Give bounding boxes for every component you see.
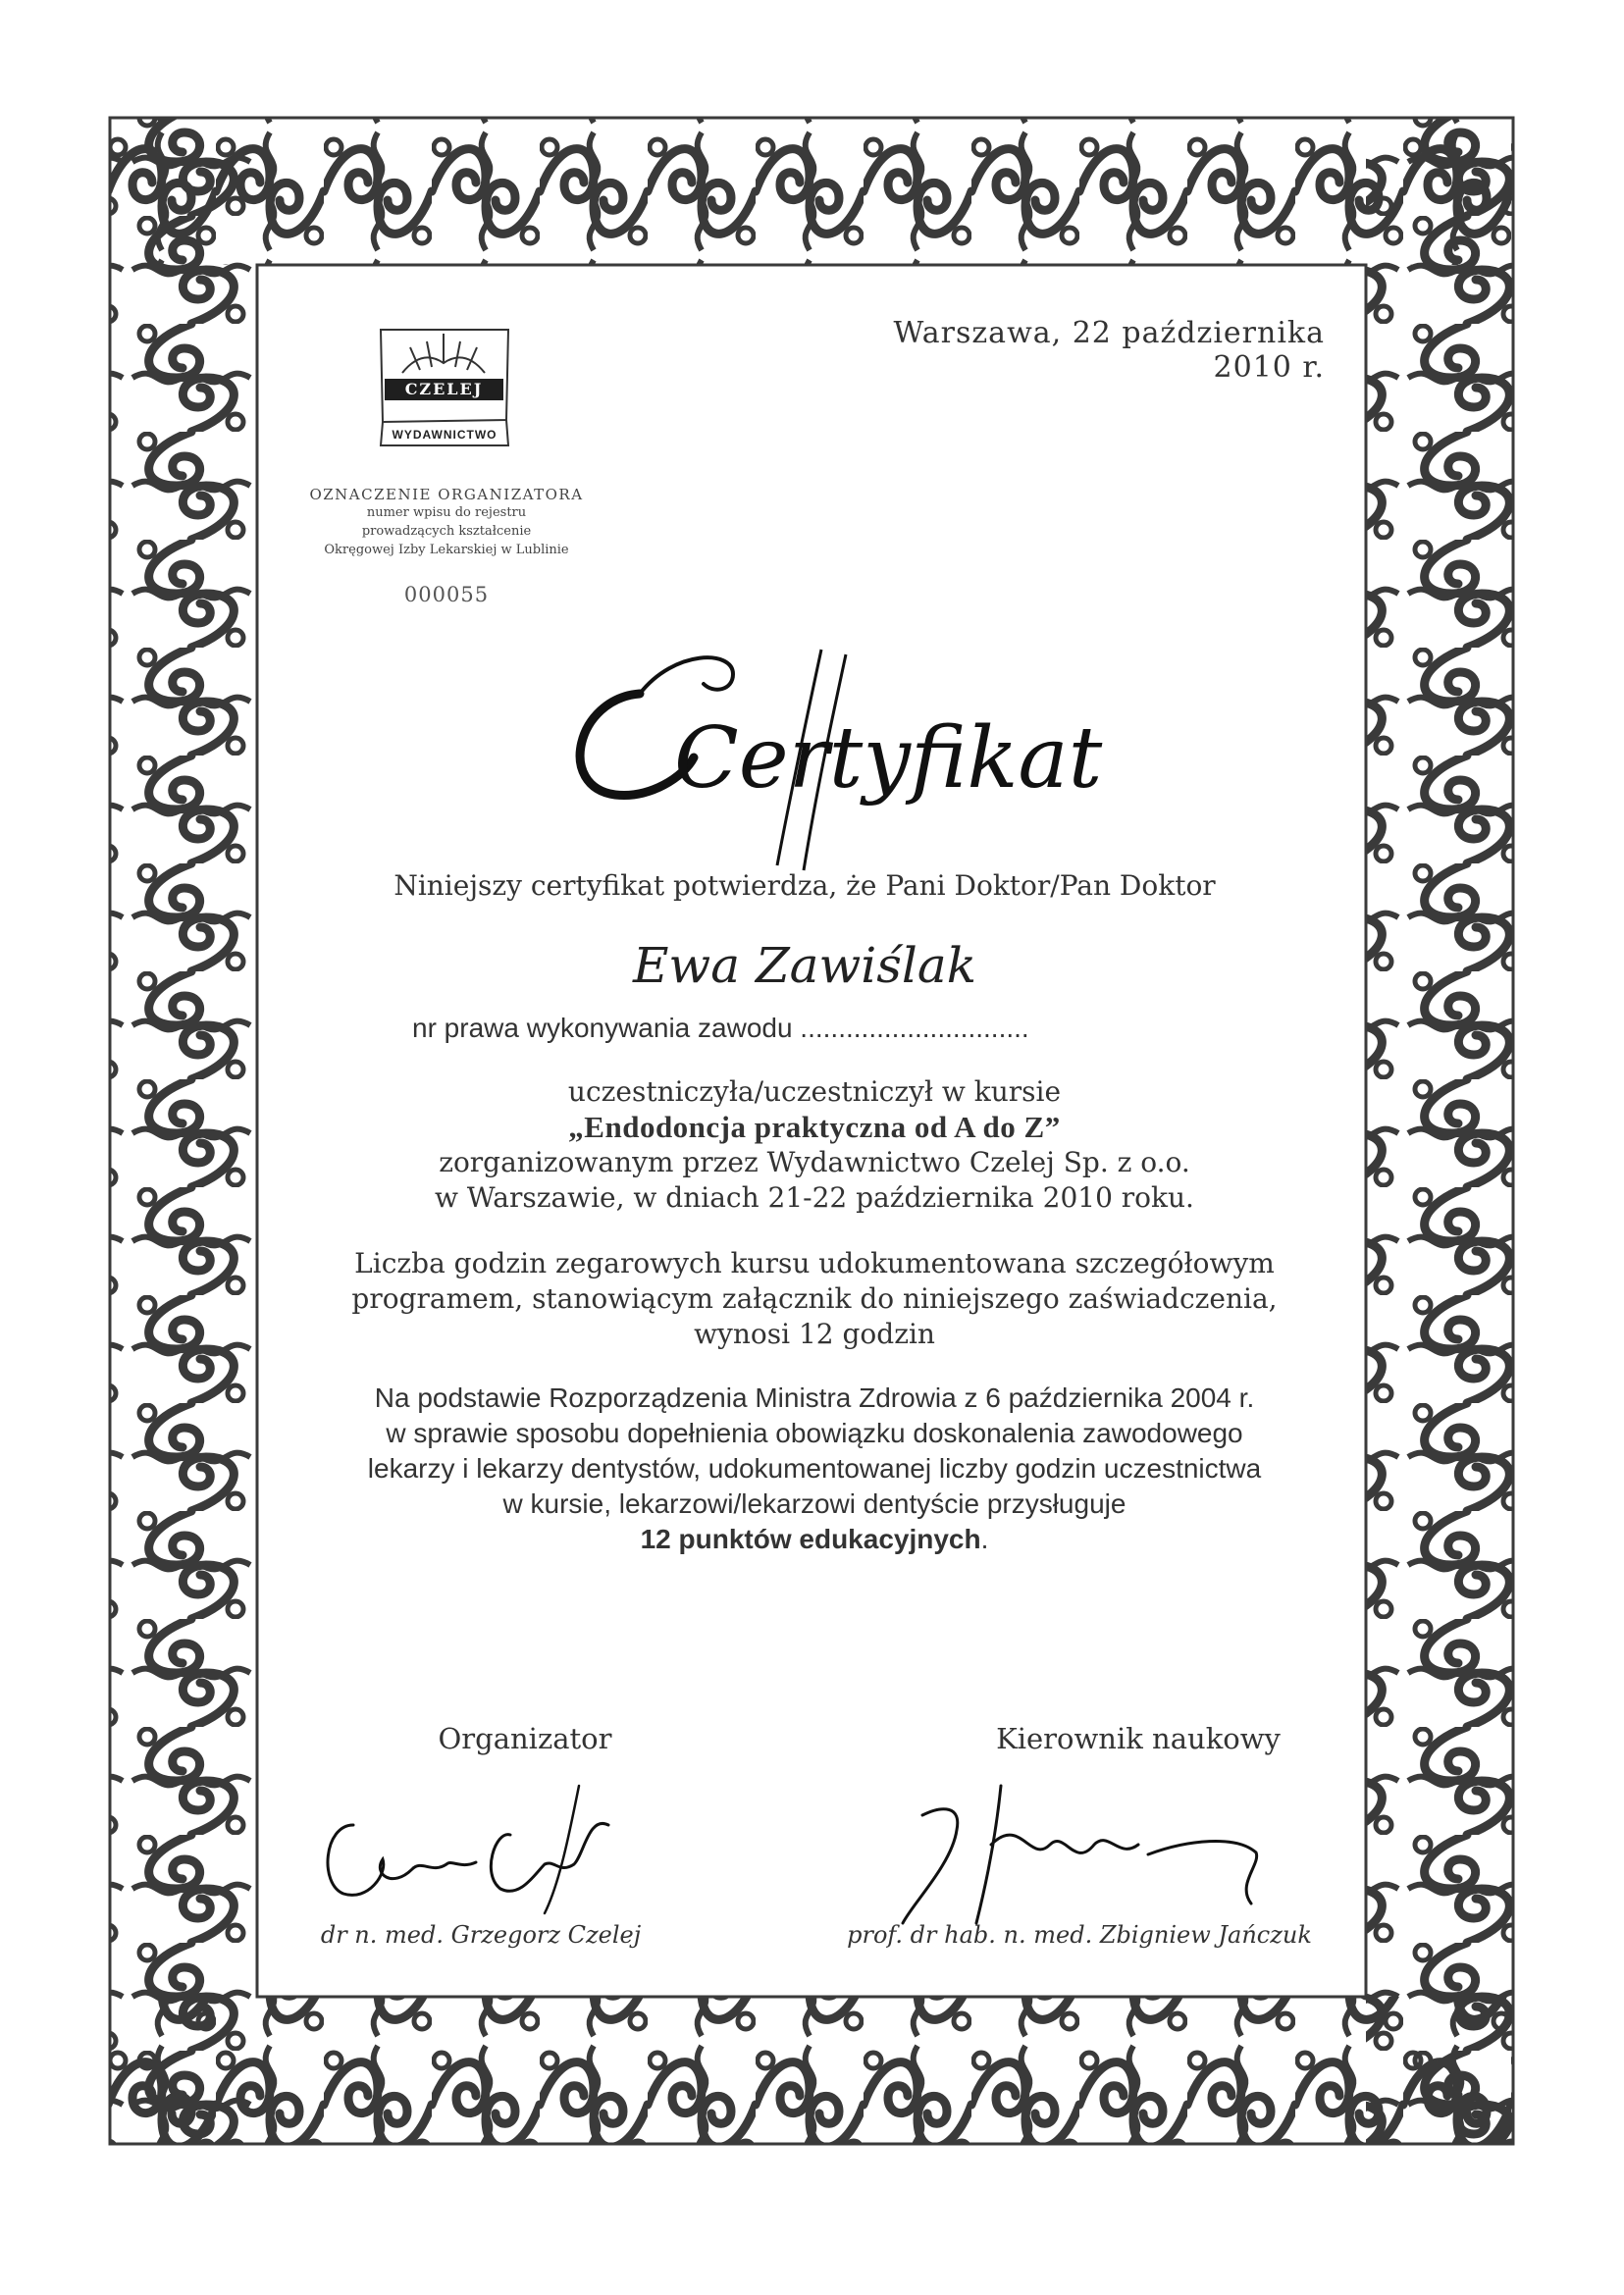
director-signature: [883, 1776, 1295, 1943]
organizer-line: prowadzących kształcenie: [361, 524, 532, 539]
border-top: [110, 118, 1513, 265]
border-left: [110, 118, 257, 2144]
organizer-signature-label: Organizator: [438, 1722, 612, 1755]
director-name: prof. dr hab. n. med. Zbigniew Jańczuk: [847, 1921, 1312, 1949]
regulation-line: lekarzy i lekarzy dentystów, udokumentowanej liczby godzin uczestnictwa: [367, 1453, 1262, 1484]
course-place-dates: w Warszawie, w dniach 21-22 października 2010 roku.: [435, 1181, 1194, 1214]
hours-line: Liczba godzin zegarowych kursu udokumentowana szczegółowym: [354, 1247, 1275, 1279]
regulation-line: w kursie, lekarzowi/lekarzowi dentyście przysługuje: [502, 1488, 1126, 1519]
regulation-line: Na podstawie Rozporządzenia Ministra Zdrowia z 6 października 2004 r.: [374, 1382, 1255, 1413]
course-organizer: zorganizowanym przez Wydawnictwo Czelej Sp. z o.o.: [439, 1146, 1190, 1178]
publisher-logo: [373, 324, 515, 451]
logo-brand: CZELEJ: [385, 379, 503, 400]
course-participated: uczestniczyła/uczestniczył w kursie: [567, 1075, 1062, 1108]
hours-line: programem, stanowiącym załącznik do niniejszego zaświadczenia,: [351, 1282, 1278, 1315]
title-text: Certyfikat: [674, 709, 1103, 808]
logo-subtitle: WYDAWNICTWO: [392, 428, 498, 442]
city-date: Warszawa, 22 października 2010 r.: [893, 316, 1325, 385]
regulation-info: [285, 1381, 1344, 1557]
education-points: 12 punktów edukacyjnych: [640, 1524, 981, 1554]
license-number-line: nr prawa wykonywania zawodu ..............................: [412, 1013, 1029, 1043]
border-bottom: [110, 1997, 1513, 2144]
organizer-number: 000055: [403, 583, 490, 606]
organizer-designation: [265, 486, 628, 606]
hours-line: wynosi 12 godzin: [694, 1318, 935, 1350]
border-right: [1366, 118, 1513, 2144]
organizer-name: dr n. med. Grzegorz Czelej: [320, 1921, 642, 1949]
hours-info: [285, 1246, 1344, 1352]
organizer-line: Okręgowej Izby Lekarskiej w Lublinie: [324, 543, 569, 557]
organizer-signature: [314, 1766, 667, 1933]
organizer-line: numer wpisu do rejestru: [366, 505, 527, 520]
course-info: [294, 1074, 1335, 1216]
course-name: „Endodoncja praktyczna od A do Z”: [568, 1110, 1061, 1144]
certificate-title: [566, 630, 1103, 885]
recipient-name: Ewa Zawiślak: [632, 937, 977, 994]
director-signature-label: Kierownik naukowy: [996, 1722, 1281, 1755]
regulation-line: w sprawie sposobu dopełnienia obowiązku doskonalenia zawodowego: [386, 1418, 1243, 1448]
points-period: .: [980, 1524, 989, 1554]
confirm-line: Niniejszy certyfikat potwierdza, że Pani Doktor/Pan Doktor: [393, 869, 1216, 902]
organizer-heading: OZNACZENIE ORGANIZATORA: [309, 486, 584, 503]
